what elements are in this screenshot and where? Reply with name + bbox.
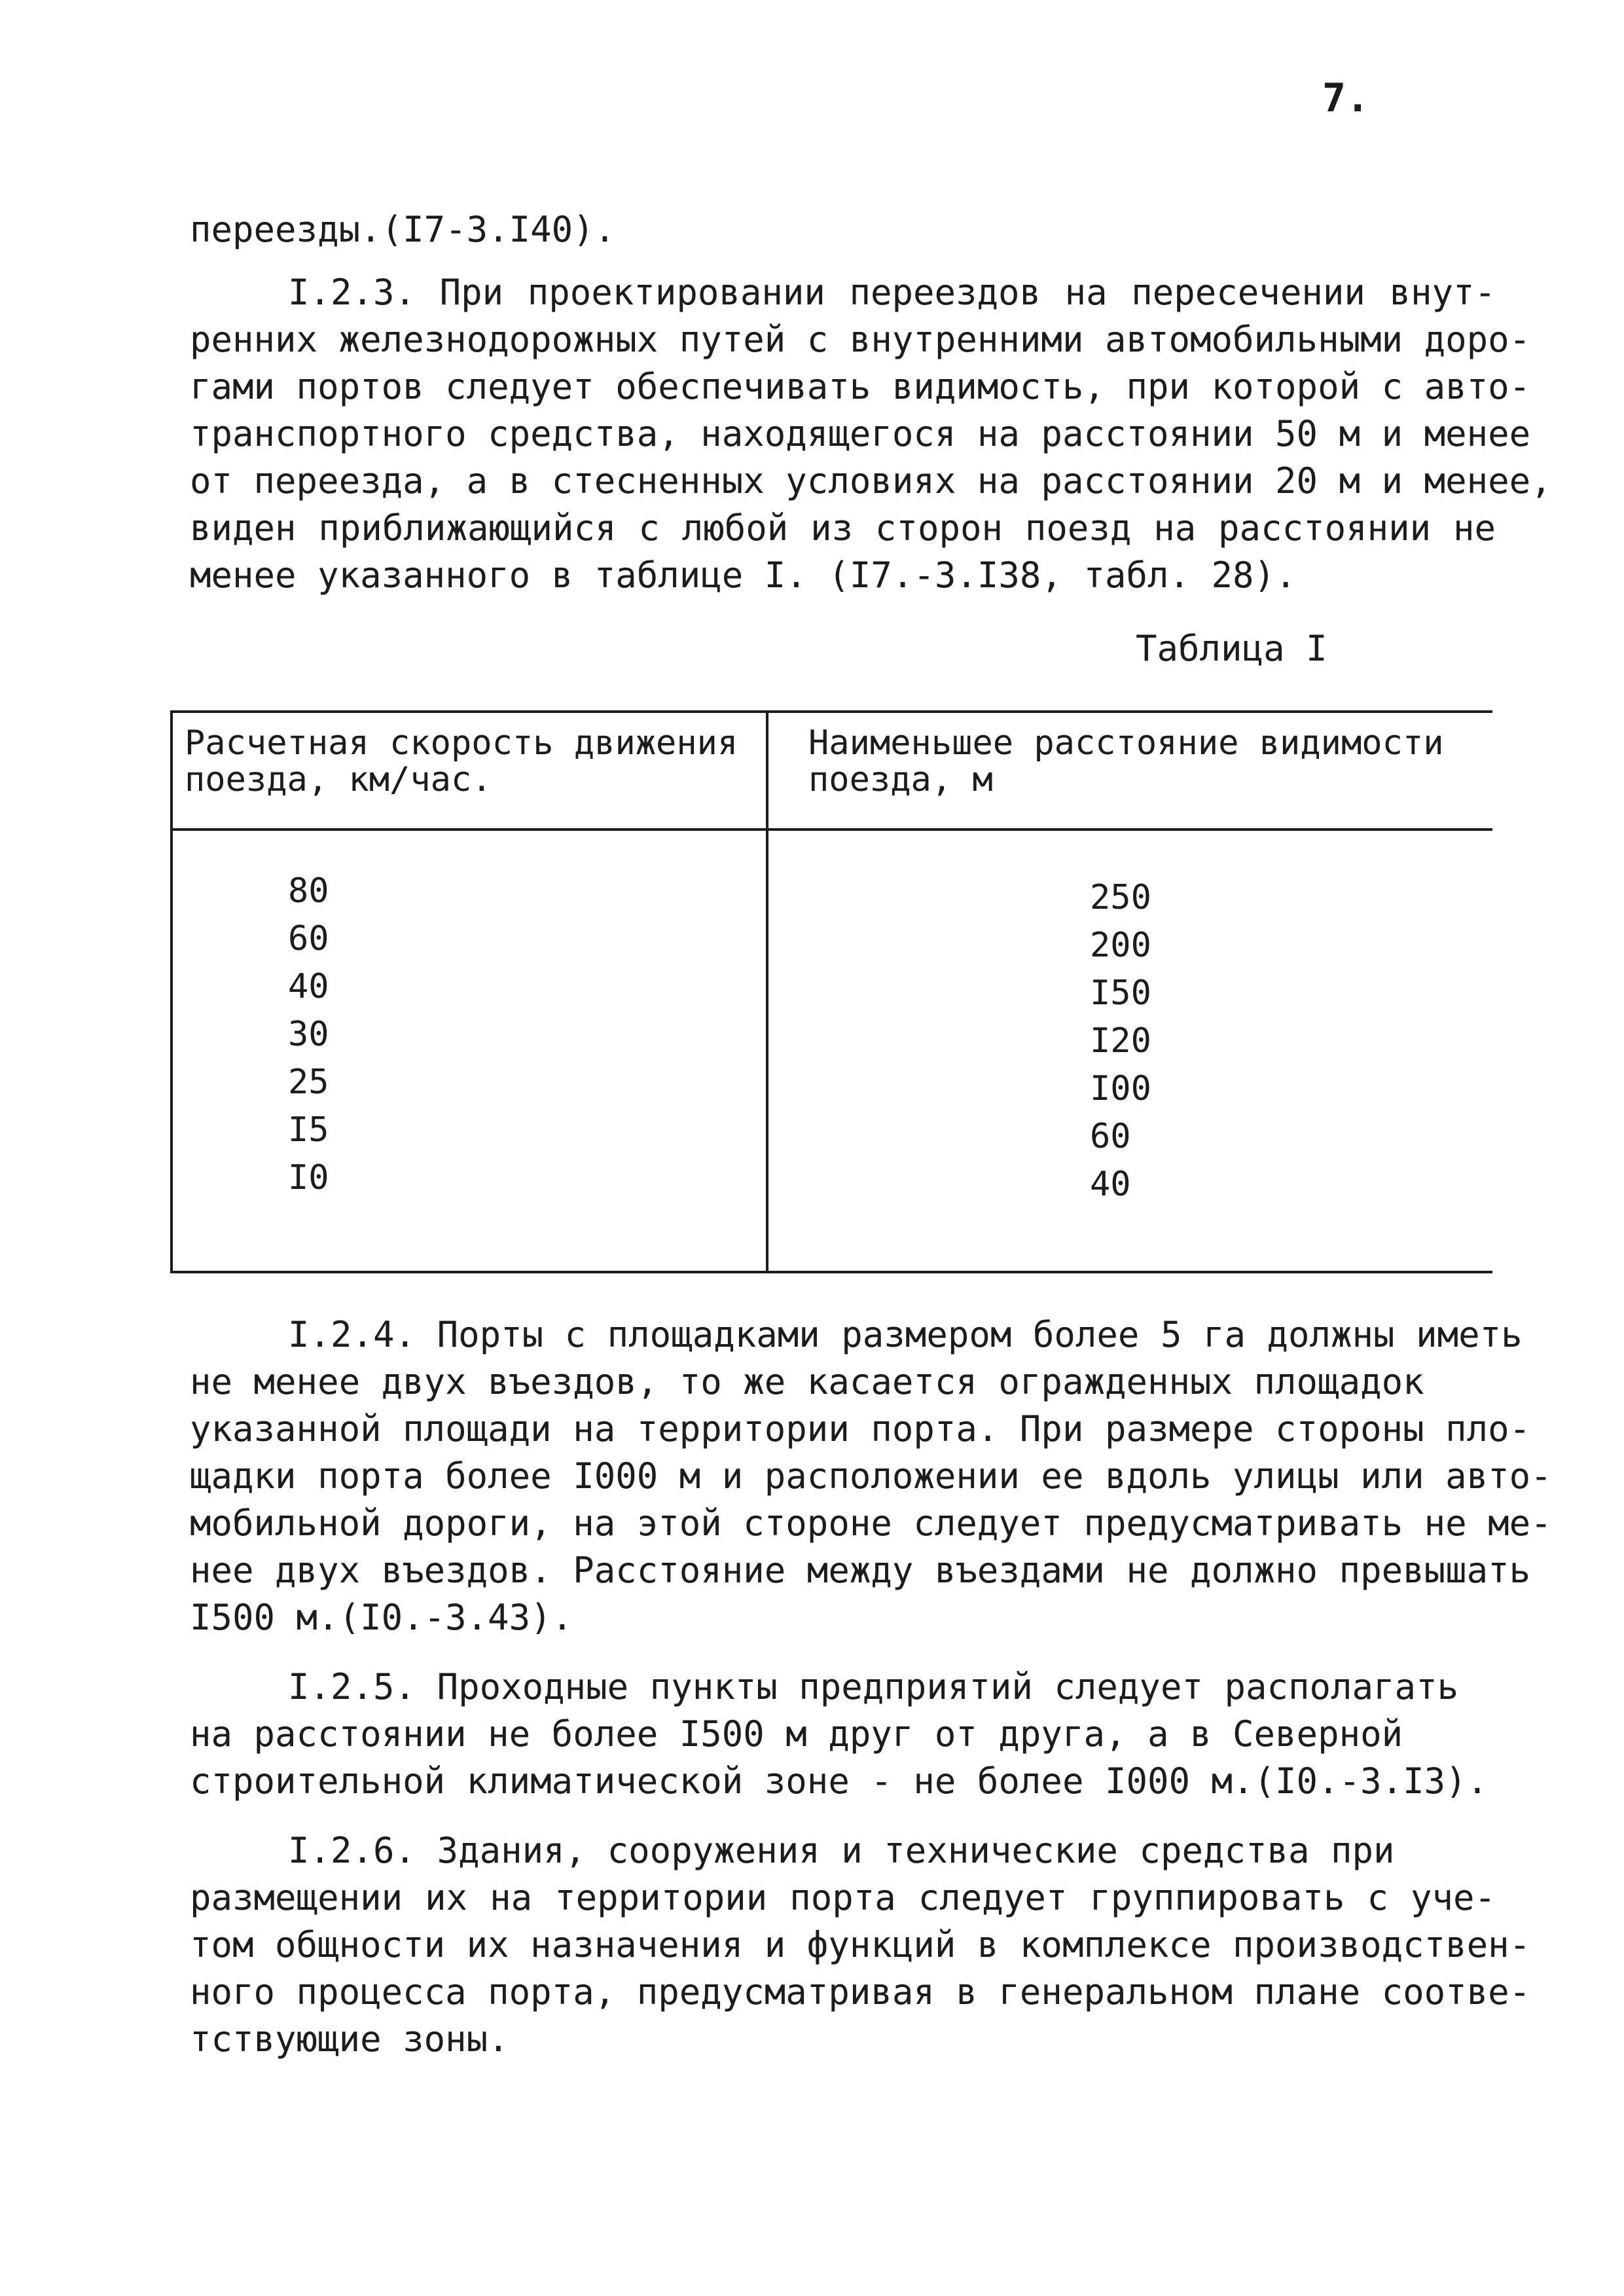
speed-cell: 30 bbox=[288, 1015, 329, 1054]
table-caption: Таблица I bbox=[1136, 628, 1327, 669]
text-line: I500 м.(I0.-3.43). bbox=[190, 1597, 573, 1638]
speed-cell: 80 bbox=[288, 871, 329, 911]
text-line: I.2.4. Порты с площадками размером более 5 га должны иметь bbox=[288, 1314, 1523, 1355]
text-line: на расстоянии не более I500 м друг от друга, а в Северной bbox=[190, 1713, 1403, 1755]
text-line: I.2.3. При проектировании переездов на пересечении внут- bbox=[288, 272, 1496, 313]
table-header-rule bbox=[170, 828, 1492, 831]
distance-cell: 40 bbox=[1090, 1165, 1131, 1204]
text-line: I.2.6. Здания, сооружения и технические средства при bbox=[288, 1830, 1395, 1871]
text-line: не менее двух въездов, то же касается огражденных площадок bbox=[190, 1361, 1424, 1402]
text-line: виден приближающийся с любой из сторон поезд на расстоянии не bbox=[190, 507, 1496, 549]
header-distance-line: поезда, м bbox=[808, 760, 993, 799]
distance-cell: 250 bbox=[1090, 878, 1151, 917]
text-line: нее двух въездов. Расстояние между въездами не должно превышать bbox=[190, 1550, 1531, 1591]
text-line: ного процесса порта, предусматривая в генеральном плане соотве- bbox=[190, 1971, 1531, 2013]
text-line: размещении их на территории порта следует группировать с уче- bbox=[190, 1877, 1496, 1918]
text-line: мобильной дороги, на этой стороне следует предусматривать не ме- bbox=[190, 1503, 1552, 1544]
text-line: переезды.(I7-3.I40). bbox=[190, 209, 616, 250]
table-left-rule bbox=[170, 710, 173, 1273]
distance-cell: 200 bbox=[1090, 926, 1151, 965]
text-line: указанной площади на территории порта. При размере стороны пло- bbox=[190, 1408, 1531, 1449]
text-line: тствующие зоны. bbox=[190, 2018, 509, 2060]
header-speed-line: Расчетная скорость движения bbox=[185, 723, 738, 763]
header-distance-line: Наименьшее расстояние видимости bbox=[808, 723, 1444, 763]
header-speed bbox=[185, 725, 738, 798]
distance-cell: I20 bbox=[1090, 1021, 1151, 1061]
table-bottom-rule bbox=[170, 1271, 1492, 1273]
speed-cell: I0 bbox=[288, 1158, 329, 1197]
page-number: 7. bbox=[1322, 75, 1370, 121]
header-distance bbox=[808, 725, 1444, 798]
text-line: ренних железнодорожных путей с внутренними автомобильными доро- bbox=[190, 319, 1531, 360]
distance-cell: I00 bbox=[1090, 1069, 1151, 1108]
distance-cell: 60 bbox=[1090, 1117, 1131, 1156]
visibility-table bbox=[170, 710, 1492, 1273]
table-top-rule bbox=[170, 710, 1492, 713]
text-line: от переезда, а в стесненных условиях на расстоянии 20 м и менее, bbox=[190, 460, 1552, 501]
speed-cell: I5 bbox=[288, 1110, 329, 1150]
text-line: I.2.5. Проходные пункты предприятий следует располагать bbox=[288, 1666, 1459, 1707]
header-speed-line: поезда, км/час. bbox=[185, 760, 492, 799]
speed-cell: 40 bbox=[288, 967, 329, 1006]
speed-cell: 60 bbox=[288, 919, 329, 958]
text-line: том общности их назначения и функций в комплексе производствен- bbox=[190, 1924, 1531, 1965]
text-line: менее указанного в таблице I. (I7.-3.I38, табл. 28). bbox=[190, 555, 1297, 596]
text-line: гами портов следует обеспечивать видимость, при которой с авто- bbox=[190, 366, 1531, 407]
text-line: транспортного средства, находящегося на расстоянии 50 м и менее bbox=[190, 413, 1531, 454]
text-line: строительной климатической зоне - не более I000 м.(I0.-3.I3). bbox=[190, 1760, 1489, 1802]
table-column-rule bbox=[766, 710, 768, 1273]
speed-cell: 25 bbox=[288, 1063, 329, 1102]
text-line: щадки порта более I000 м и расположении ее вдоль улицы или авто- bbox=[190, 1455, 1552, 1497]
distance-cell: I50 bbox=[1090, 974, 1151, 1013]
